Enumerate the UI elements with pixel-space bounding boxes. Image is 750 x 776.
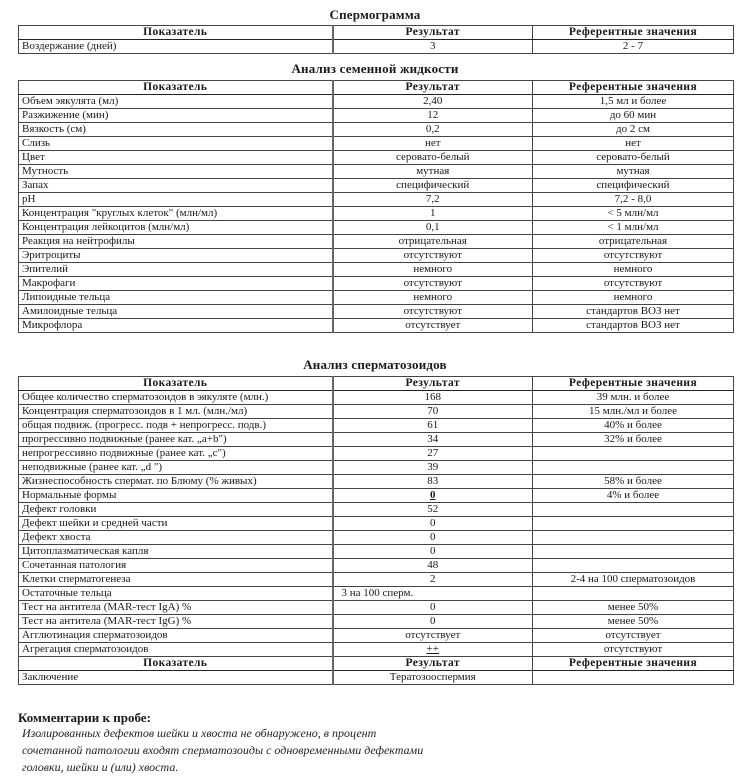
row-result: 168 bbox=[333, 391, 533, 405]
table-row bbox=[19, 405, 734, 419]
row-reference: стандартов ВОЗ нет bbox=[533, 305, 734, 319]
table-row bbox=[19, 545, 734, 559]
table-row bbox=[19, 95, 734, 109]
row-name: Липоидные тельца bbox=[19, 291, 333, 305]
row-reference: отрицательная bbox=[533, 235, 734, 249]
row-reference: 32% и более bbox=[533, 433, 734, 447]
row-name: Эритроциты bbox=[19, 249, 333, 263]
section-title-seminal-fluid: Анализ семенной жидкости bbox=[291, 61, 459, 76]
row-reference bbox=[533, 447, 734, 461]
row-result: 61 bbox=[333, 419, 533, 433]
row-result: отсутствуют bbox=[333, 277, 533, 291]
row-result: 70 bbox=[333, 405, 533, 419]
table-row bbox=[19, 277, 734, 291]
row-result: 39 bbox=[333, 461, 533, 475]
row-name: Остаточные тельца bbox=[19, 587, 333, 601]
table-row bbox=[19, 137, 734, 151]
row-reference: отсутствует bbox=[533, 629, 734, 643]
table-row bbox=[19, 109, 734, 123]
row-reference: менее 50% bbox=[533, 615, 734, 629]
table-row bbox=[19, 587, 734, 601]
row-name: Агглютинация сперматозоидов bbox=[19, 629, 333, 643]
row-name: Тест на антитела (MAR-тест IgA) % bbox=[19, 601, 333, 615]
row-name: Эпителий bbox=[19, 263, 333, 277]
row-reference: 58% и более bbox=[533, 475, 734, 489]
row-reference: < 1 млн/мл bbox=[533, 221, 734, 235]
table-row bbox=[19, 489, 734, 503]
table-sperm-analysis bbox=[18, 376, 734, 685]
row-result: 27 bbox=[333, 447, 533, 461]
table-row bbox=[19, 503, 734, 517]
row-result: специфический bbox=[333, 179, 533, 193]
table-row bbox=[19, 629, 734, 643]
row-reference: отсутствуют bbox=[533, 277, 734, 291]
header-reference: Референтные значения bbox=[533, 377, 734, 391]
row-reference: 39 млн. и более bbox=[533, 391, 734, 405]
section-title-spermogram: Спермограмма bbox=[329, 7, 421, 22]
row-result: отсутствует bbox=[333, 319, 533, 333]
table-spermogram bbox=[18, 25, 734, 54]
row-name: Дефект головки bbox=[19, 503, 333, 517]
row-result: 7,2 bbox=[333, 193, 533, 207]
row-reference: немного bbox=[533, 263, 734, 277]
row-name: Цитоплазматическая капля bbox=[19, 545, 333, 559]
row-result: отсутствуют bbox=[333, 305, 533, 319]
row-reference: менее 50% bbox=[533, 601, 734, 615]
row-name: Вязкость (см) bbox=[19, 123, 333, 137]
conclusion-reference bbox=[533, 671, 734, 685]
table-row bbox=[19, 531, 734, 545]
row-name: общая подвиж. (прогресс. подв + непрогресс. подв.) bbox=[19, 419, 333, 433]
table-row bbox=[19, 559, 734, 573]
row-result: мутная bbox=[333, 165, 533, 179]
row-name: Дефект шейки и средней части bbox=[19, 517, 333, 531]
row-result: 2 bbox=[333, 573, 533, 587]
table-row bbox=[19, 165, 734, 179]
row-result: немного bbox=[333, 291, 533, 305]
row-name: Клетки сперматогенеза bbox=[19, 573, 333, 587]
table-row bbox=[19, 391, 734, 405]
table-row bbox=[19, 643, 734, 657]
row-reference: 2 - 7 bbox=[533, 40, 734, 54]
row-name: Реакция на нейтрофилы bbox=[19, 235, 333, 249]
row-reference: < 5 млн/мл bbox=[533, 207, 734, 221]
row-reference: до 2 см bbox=[533, 123, 734, 137]
row-name: Мутность bbox=[19, 165, 333, 179]
row-result: 0 bbox=[333, 517, 533, 531]
table-row bbox=[19, 447, 734, 461]
table-row bbox=[19, 601, 734, 615]
row-name: Сочетанная патология bbox=[19, 559, 333, 573]
table-row bbox=[19, 305, 734, 319]
table-row bbox=[19, 319, 734, 333]
row-result bbox=[333, 643, 533, 657]
row-name: Жизнеспособность спермат. по Блюму (% живых) bbox=[19, 475, 333, 489]
row-name: Концентрация сперматозоидов в 1 мл. (млн./мл) bbox=[19, 405, 333, 419]
conclusion-label: Заключение bbox=[19, 671, 333, 685]
comments-title: Комментарии к пробе: bbox=[18, 710, 151, 725]
row-reference bbox=[533, 503, 734, 517]
row-name: Разжижение (мин) bbox=[19, 109, 333, 123]
row-result: 0 bbox=[333, 531, 533, 545]
table-header-row bbox=[19, 81, 734, 95]
header-reference: Референтные значения bbox=[533, 657, 734, 671]
comments-line: сочетанной патологии входят сперматозоиды с одновременными дефектами bbox=[22, 743, 424, 757]
row-result: 0 bbox=[333, 545, 533, 559]
row-name: непрогрессивно подвижные (ранее кат. „c") bbox=[19, 447, 333, 461]
row-reference bbox=[533, 531, 734, 545]
row-result: отрицательная bbox=[333, 235, 533, 249]
row-reference: 1,5 мл и более bbox=[533, 95, 734, 109]
table-row bbox=[19, 475, 734, 489]
table-row bbox=[19, 123, 734, 137]
row-reference: специфический bbox=[533, 179, 734, 193]
table-header-row bbox=[19, 26, 734, 40]
row-reference bbox=[533, 587, 734, 601]
row-result: 2,40 bbox=[333, 95, 533, 109]
row-reference bbox=[533, 517, 734, 531]
row-name: Амилоидные тельца bbox=[19, 305, 333, 319]
row-reference: нет bbox=[533, 137, 734, 151]
row-result: 48 bbox=[333, 559, 533, 573]
row-name: неподвижные (ранее кат. „d ") bbox=[19, 461, 333, 475]
row-name: Объем эякулята (мл) bbox=[19, 95, 333, 109]
table-row bbox=[19, 221, 734, 235]
table-row bbox=[19, 419, 734, 433]
row-reference bbox=[533, 461, 734, 475]
table-row bbox=[19, 151, 734, 165]
row-name: Микрофлора bbox=[19, 319, 333, 333]
table-row bbox=[19, 249, 734, 263]
row-result: 1 bbox=[333, 207, 533, 221]
row-result: 3 на 100 сперм. bbox=[333, 587, 533, 601]
row-result: 3 bbox=[333, 40, 533, 54]
table-row bbox=[19, 573, 734, 587]
table-row bbox=[19, 235, 734, 249]
conclusion-row bbox=[19, 671, 734, 685]
header-result: Результат bbox=[333, 26, 533, 40]
section-title-sperm-analysis: Анализ сперматозоидов bbox=[303, 357, 447, 372]
header-indicator: Показатель bbox=[19, 657, 333, 671]
row-reference: 40% и более bbox=[533, 419, 734, 433]
aggregation-value: ++ bbox=[426, 643, 439, 655]
row-name: Запах bbox=[19, 179, 333, 193]
row-name: Общее количество сперматозоидов в эякуляте (млн.) bbox=[19, 391, 333, 405]
table-row bbox=[19, 433, 734, 447]
row-reference: мутная bbox=[533, 165, 734, 179]
row-name: Нормальные формы bbox=[19, 489, 333, 503]
comments-text bbox=[18, 725, 738, 776]
table-header-row bbox=[19, 657, 734, 671]
row-result: 83 bbox=[333, 475, 533, 489]
table-row bbox=[19, 179, 734, 193]
table-row bbox=[19, 615, 734, 629]
table-row bbox=[19, 461, 734, 475]
row-reference bbox=[533, 559, 734, 573]
row-result bbox=[333, 489, 533, 503]
header-indicator: Показатель bbox=[19, 81, 333, 95]
conclusion-result: Тератозооспермия bbox=[333, 671, 533, 685]
row-result: 0,2 bbox=[333, 123, 533, 137]
table-header-row bbox=[19, 377, 734, 391]
row-result: 52 bbox=[333, 503, 533, 517]
table-row bbox=[19, 263, 734, 277]
row-name: Слизь bbox=[19, 137, 333, 151]
table-row bbox=[19, 193, 734, 207]
row-name: Цвет bbox=[19, 151, 333, 165]
row-result: немного bbox=[333, 263, 533, 277]
normal-forms-value: 0 bbox=[430, 489, 436, 501]
row-result: 34 bbox=[333, 433, 533, 447]
table-row bbox=[19, 40, 734, 54]
row-reference bbox=[533, 545, 734, 559]
comments-line: Изолированных дефектов шейки и хвоста не обнаружено, в процент bbox=[22, 726, 377, 740]
row-result: отсутствует bbox=[333, 629, 533, 643]
row-name: Тест на антитела (MAR-тест IgG) % bbox=[19, 615, 333, 629]
row-reference: стандартов ВОЗ нет bbox=[533, 319, 734, 333]
row-reference: до 60 мин bbox=[533, 109, 734, 123]
header-result: Результат bbox=[333, 81, 533, 95]
row-reference: 2-4 на 100 сперматозоидов bbox=[533, 573, 734, 587]
row-name: Агрегация сперматозоидов bbox=[19, 643, 333, 657]
table-row bbox=[19, 291, 734, 305]
comments-block bbox=[18, 710, 738, 776]
row-result: серовато-белый bbox=[333, 151, 533, 165]
row-name: Концентрация лейкоцитов (млн/мл) bbox=[19, 221, 333, 235]
table-seminal-fluid bbox=[18, 80, 734, 333]
row-name: Макрофаги bbox=[19, 277, 333, 291]
header-result: Результат bbox=[333, 377, 533, 391]
row-name: pH bbox=[19, 193, 333, 207]
row-name: Дефект хвоста bbox=[19, 531, 333, 545]
row-result: 0 bbox=[333, 601, 533, 615]
comments-line: головки, шейки и (или) хвоста. bbox=[22, 760, 179, 774]
row-reference: немного bbox=[533, 291, 734, 305]
row-reference: 15 млн./мл и более bbox=[533, 405, 734, 419]
row-result: 0,1 bbox=[333, 221, 533, 235]
row-reference: отсутствуют bbox=[533, 249, 734, 263]
row-name: Воздержание (дней) bbox=[19, 40, 333, 54]
row-reference: 7,2 - 8,0 bbox=[533, 193, 734, 207]
row-result: отсутствуют bbox=[333, 249, 533, 263]
row-reference: 4% и более bbox=[533, 489, 734, 503]
row-name: прогрессивно подвижные (ранее кат. „a+b") bbox=[19, 433, 333, 447]
header-reference: Референтные значения bbox=[533, 81, 734, 95]
row-result: 12 bbox=[333, 109, 533, 123]
header-indicator: Показатель bbox=[19, 26, 333, 40]
row-name: Концентрация "круглых клеток" (млн/мл) bbox=[19, 207, 333, 221]
table-row bbox=[19, 517, 734, 531]
row-reference: отсутствуют bbox=[533, 643, 734, 657]
header-reference: Референтные значения bbox=[533, 26, 734, 40]
header-indicator: Показатель bbox=[19, 377, 333, 391]
row-result: 0 bbox=[333, 615, 533, 629]
table-row bbox=[19, 207, 734, 221]
header-result: Результат bbox=[333, 657, 533, 671]
row-result: нет bbox=[333, 137, 533, 151]
row-reference: серовато-белый bbox=[533, 151, 734, 165]
